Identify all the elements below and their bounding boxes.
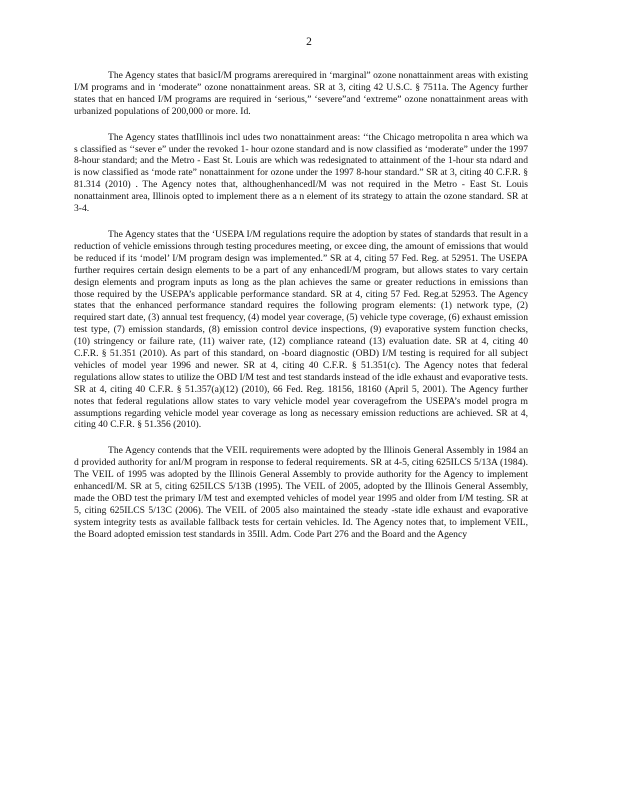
paragraph-veil-requirements: The Agency contends that the VEIL requirements were adopted by the Illinois General Assembly in 1984 an d provided authority for anI/M program in response to federal requirements. SR at 4-5, citing 625ILCS 5/13A (1984). The VEIL of 1995 was adopted by the Illinois General Assembly to provide authority for the Agency to implement enhancedI/M. SR at 5, citing 625ILCS 5/13B (1995). The VEIL of 2005, adopted by the Illinois General Assembly, made the OBD test the primary I/M test and exempted vehicles of model year 1995 and older from I/M testing. SR at 5, citing 625ILCS 5/13C (2006). The VEIL of 2005 also maintained the steady -state idle exhaust and evaporative system integrity tests as available fallback tests for certain vehicles. Id. The Agency notes that, to implement VEIL, the Board adopted emission test standards in 35Ill. Adm. Code Part 276 and the Board and the Agency bbox=[74, 445, 528, 540]
document-body bbox=[74, 70, 528, 555]
paragraph-im-program-requirements: The Agency states that basicI/M programs arerequired in ‘marginal” ozone nonattainment areas with existing I/M programs and in ‘moderate” ozone nonattainment areas. SR at 3, citing 42 U.S.C. § 7511a. The Agency further states that en hanced I/M programs are required in ‘serious,” ‘severe”and ‘extreme” ozone nonattainment areas with urbanized populations of 200,000 or more. Id. bbox=[74, 70, 528, 117]
paragraph-usepa-im-regulations: The Agency states that the ‘USEPA I/M regulations require the adoption by states of standards that result in a reduction of vehicle emissions through testing procedures meeting, or excee ding, the amount of emissions that would be reduced if its ‘model’ I/M program design was implemented.” SR at 4, citing 57 Fed. Reg. at 52951. The USEPA further requires certain design elements to be a part of any enhancedI/M program, but allows states to vary certain design elements and program inputs as long as the plan achieves the same or greater reductions in emissions than those required by the USEPA’s applicable performance standard. SR at 4, citing 57 Fed. Reg.at 52953. The Agency states that the enhanced performance standard requires the following program elements: (1) network type, (2) required start date, (3) annual test frequency, (4) model year coverage, (5) vehicle type coverage, (6) exhaust emission test type, (7) emission standards, (8) emission control device inspections, (9) evaporative system function checks, (10) stringency or failure rate, (11) waiver rate, (12) compliance rateand (13) evaluation date. SR at 4, citing 40 C.F.R. § 51.351 (2010). As part of this standard, on -board diagnostic (OBD) I/M testing is required for all subject vehicles of model year 1996 and newer. SR at 4, citing 40 C.F.R. § 51.351(c). The Agency notes that federal regulations allow states to utilize the OBD I/M test and test standards instead of the idle exhaust and evaporative tests. SR at 4, citing 40 C.F.R. § 51.357(a)(12) (2010), 66 Fed. Reg. 18156, 18160 (April 5, 2001). The Agency further notes that federal regulations allow states to vary vehicle model year coveragefrom the USEPA’s model progra m assumptions regarding vehicle model year coverage as long as necessary emission reductions are achieved. SR at 4, citing 40 C.F.R. § 51.356 (2010). bbox=[74, 228, 528, 431]
page-number: 2 bbox=[306, 36, 312, 48]
paragraph-illinois-nonattainment-areas: The Agency states thatIllinois incl udes two nonattainment areas: ‘‘the Chicago metropolita n area which wa s classified as ‘‘sever e” under the revoked 1- hour ozone standard and is now classified as ‘moderate” under the 1997 8-hour standard; and the Metro - East St. Louis are which was redesignated to attainment of the 1-hour sta ndard and is now classified as ‘mode rate” nonattainment for ozone under the 1997 8-hour standard.” SR at 3, citing 40 C.F.R. § 81.314 (2010) . The Agency notes that, althoughenhancedI/M was not required in the Metro - East St. Louis nonattainment area, Illinois opted to implement there as a n element of its strategy to attain the ozone standard. SR at 3-4. bbox=[74, 131, 528, 215]
